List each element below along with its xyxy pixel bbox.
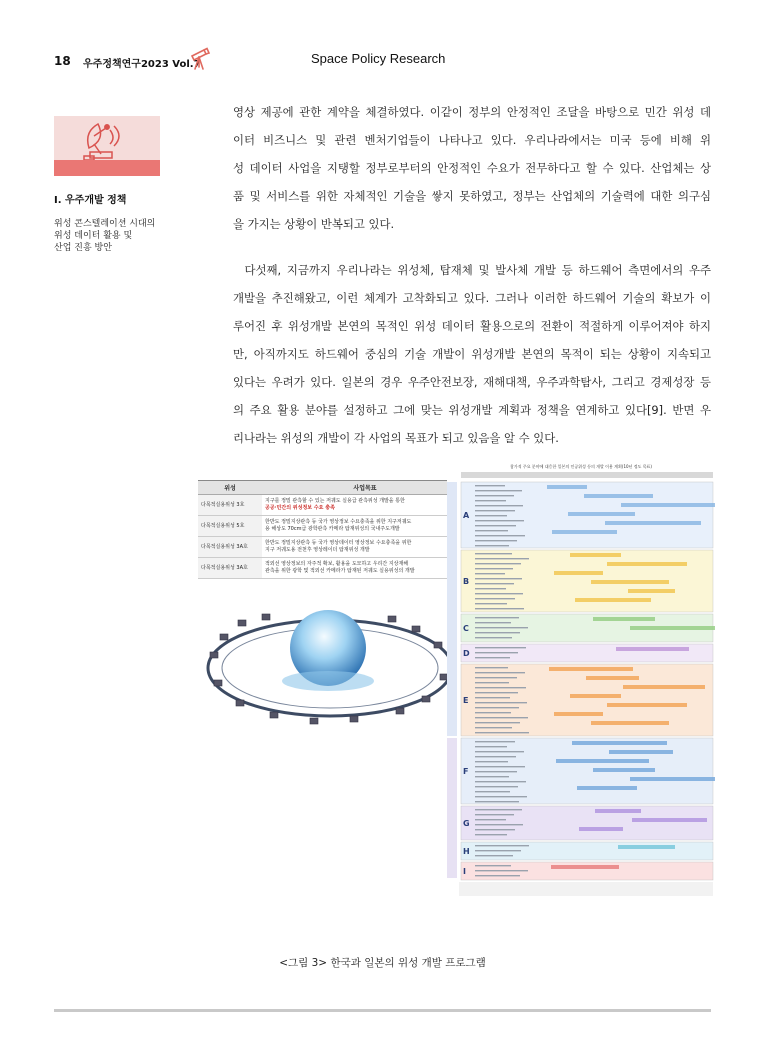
- chart-timeline-bar: [616, 647, 689, 651]
- chart-text-line: [475, 515, 507, 516]
- chart-text-line: [475, 505, 523, 506]
- chart-text-line: [475, 875, 520, 876]
- chart-timeline-bar: [630, 777, 715, 781]
- table-row: [198, 516, 468, 537]
- chart-timeline-bar: [609, 750, 673, 754]
- goal-line: 지구를 정밀 관측할 수 있는 저궤도 실용급 관측위성 개발을 통한: [265, 498, 405, 504]
- text-line: 의 주요 활용 분야를 설정하고 그에 맞는 위성개발 계획과 정책을 연계하고 있다[9]. 반면 우: [233, 403, 711, 417]
- goal-line: 관측을 위한 광학 및 적외선 카메라가 탑재된 저궤도 실용위성의 개발: [265, 568, 415, 574]
- chart-timeline-bar: [593, 617, 655, 621]
- goal-line: 용 해상도 70cm급 광학관측 카메라 탑재위성의 국내주도개발: [265, 526, 400, 532]
- subtitle-line: 위성 데이터 활용 및: [54, 231, 133, 241]
- chart-row-label: C: [463, 624, 469, 633]
- satellite-goal: [262, 516, 468, 537]
- body-paragraph-2: [233, 256, 711, 452]
- chart-text-line: [475, 632, 520, 633]
- footer-rule: [54, 1009, 711, 1012]
- page-number: 18: [54, 54, 71, 68]
- chart-title: 참가적 주요 분야에 대응한 일본의 인공위성 등의 개발 이용 계획(10년 정도 목표): [510, 464, 652, 469]
- satellite-name: 다목적실용위성 3호: [198, 495, 262, 516]
- goal-line: 한반도 정밀지상관측 등 국가 영상정보 수요충족을 위한 지구저궤도: [265, 519, 412, 525]
- chart-text-line: [475, 776, 509, 777]
- figure-3: [198, 462, 715, 969]
- goal-line-highlight: 공공·민간의 위성정보 수요 충족: [265, 505, 335, 511]
- earth-orbit-illustration: [200, 596, 460, 736]
- japan-satellite-program-chart: [447, 462, 715, 900]
- chart-text-line: [475, 746, 507, 747]
- chart-timeline-bar: [579, 827, 623, 831]
- chart-text-line: [475, 791, 510, 792]
- satellite-name: 다목적실용위성 3A호: [198, 558, 262, 579]
- chart-timeline-bar: [607, 562, 687, 566]
- chart-text-line: [475, 717, 528, 718]
- satellite-goal: [262, 537, 468, 558]
- chart-text-line: [475, 603, 507, 604]
- chart-text-line: [475, 588, 506, 589]
- chart-timeline-bar: [554, 712, 603, 716]
- chart-row-label: B: [463, 577, 470, 586]
- chart-text-line: [475, 712, 511, 713]
- chart-timeline-bar: [570, 553, 621, 557]
- chart-text-line: [475, 845, 529, 846]
- chart-text-line: [475, 870, 528, 871]
- text-line: 다섯째, 지금까지 우리나라는 위성체, 탑재체 및 발사체 개발 등 하드웨어 측면에서의 우주: [233, 263, 711, 277]
- chart-timeline-bar: [568, 512, 635, 516]
- chart-row-band: [461, 664, 713, 736]
- chart-timeline-bar: [595, 809, 641, 813]
- chart-text-line: [475, 510, 515, 511]
- body-paragraph-1: [233, 98, 711, 238]
- chart-text-line: [475, 672, 525, 673]
- subtitle-line: 산업 진흥 방안: [54, 243, 112, 253]
- chart-timeline-bar: [552, 530, 617, 534]
- chart-text-line: [475, 751, 524, 752]
- chart-text-line: [475, 766, 525, 767]
- chart-timeline-bar: [551, 865, 619, 869]
- chart-text-line: [475, 598, 515, 599]
- chart-text-line: [475, 801, 519, 802]
- text-line: 을 가지는 상황이 반복되고 있다.: [233, 217, 395, 231]
- chart-text-line: [475, 500, 506, 501]
- korea-satellite-table: [198, 480, 468, 579]
- section-emblem: [54, 116, 160, 176]
- chart-text-line: [475, 814, 514, 815]
- chart-text-line: [475, 722, 520, 723]
- chart-text-line: [475, 692, 518, 693]
- chart-text-line: [475, 617, 519, 618]
- text-line: 품 및 서비스를 위한 자체적인 기술을 쌓지 못하였고, 정부는 산업체의 기술력에 대한 의구심: [233, 189, 711, 203]
- chart-text-line: [475, 829, 515, 830]
- goal-line: 한반도 정밀지상관측 등 국가 영상데이터 영상정보 수요충족을 위한: [265, 540, 412, 546]
- chart-text-line: [475, 786, 518, 787]
- chart-timeline-bar: [591, 580, 669, 584]
- chart-text-line: [475, 622, 511, 623]
- chart-timeline-bar: [586, 676, 639, 680]
- series-title: Space Policy Research: [311, 51, 446, 66]
- text-line: 개발을 추진해왔고, 이런 체계가 고착화되고 있다. 그러나 이러한 하드웨어 기술의 확보가 이: [233, 291, 711, 305]
- chart-timeline-bar: [605, 521, 701, 525]
- chart-text-line: [475, 558, 529, 559]
- text-line: 리나라는 위성의 개발이 각 사업의 목표가 되고 있음을 알 수 있다.: [233, 431, 559, 445]
- chart-text-line: [475, 855, 513, 856]
- chart-text-line: [475, 727, 512, 728]
- journal-name: 우주정책연구2023 Vol.7: [83, 59, 201, 70]
- text-line: 성 데이터 사업을 지탱할 정부로부터의 안정적인 수요가 전무하다고 할 수 있다. 산업체는 상: [233, 161, 711, 175]
- text-line: 만, 아직까지도 하드웨어 중심의 기술 개발이 위성개발 본연의 목적이 되는 상황이 지속되고: [233, 347, 711, 361]
- chart-text-line: [475, 563, 521, 564]
- chart-row-label: I: [463, 867, 466, 876]
- table-row: [198, 558, 468, 579]
- chart-text-line: [475, 761, 508, 762]
- chart-timeline-bar: [607, 703, 687, 707]
- emblem-band: [54, 160, 160, 176]
- satellite-goal: [262, 495, 468, 516]
- chart-row-label: H: [463, 847, 470, 856]
- chart-timeline-bar: [554, 571, 603, 575]
- chart-text-line: [475, 540, 517, 541]
- table-header: 위성: [198, 481, 262, 495]
- chart-text-line: [475, 652, 518, 653]
- chart-text-line: [475, 573, 505, 574]
- chart-text-line: [475, 627, 528, 628]
- chart-row-label: E: [463, 696, 469, 705]
- goal-line: 지구 저궤도용 전천후 영상레이더 탑재위성 개발: [265, 547, 370, 553]
- figure-caption: <그림 3> 한국과 일본의 위성 개발 프로그램: [279, 957, 486, 969]
- chart-timeline-bar: [623, 685, 705, 689]
- chart-text-line: [475, 732, 529, 733]
- chart-text-line: [475, 809, 522, 810]
- subtitle-line: 위성 콘스텔레이션 시대의: [54, 219, 156, 229]
- section-title: I. 우주개발 정책: [54, 195, 127, 206]
- chart-timeline-bar: [628, 589, 675, 593]
- chart-text-line: [475, 707, 519, 708]
- chart-text-line: [475, 553, 512, 554]
- section-subtitle: [54, 218, 184, 254]
- chart-timeline-bar: [556, 759, 649, 763]
- chart-row-label: A: [463, 511, 470, 520]
- chart-timeline-bar: [621, 503, 715, 507]
- chart-text-line: [475, 796, 527, 797]
- satellite-name: 다목적실용위성 5호: [198, 516, 262, 537]
- chart-timeline-bar: [575, 598, 651, 602]
- chart-row-label: F: [463, 767, 469, 776]
- text-line: 이터 비즈니스 및 관련 벤처기업들이 나타나고 있다. 우리나라에서는 미국 등에 비해 위: [233, 133, 711, 147]
- chart-timeline-bar: [547, 485, 587, 489]
- chart-timeline-bar: [584, 494, 653, 498]
- chart-text-line: [475, 578, 522, 579]
- chart-timeline-bar: [618, 845, 675, 849]
- satellite-goal: [262, 558, 468, 579]
- chart-timeline-bar: [549, 667, 633, 671]
- chart-timeline-bar: [593, 768, 655, 772]
- chart-text-line: [475, 741, 515, 742]
- text-line: 있다는 우려가 있다. 일본의 경우 우주안전보장, 재해대책, 우주과학탐사, 그리고 경제성장 등: [233, 375, 711, 389]
- chart-text-line: [475, 495, 514, 496]
- chart-timeline-bar: [630, 626, 715, 630]
- chart-text-line: [475, 647, 526, 648]
- table-row: [198, 495, 468, 516]
- chart-text-line: [475, 677, 517, 678]
- chart-text-line: [475, 682, 509, 683]
- chart-text-line: [475, 490, 522, 491]
- chart-text-line: [475, 824, 523, 825]
- chart-text-line: [475, 697, 510, 698]
- chart-text-line: [475, 819, 506, 820]
- chart-text-line: [475, 593, 523, 594]
- chart-text-line: [475, 865, 511, 866]
- chart-text-line: [475, 702, 527, 703]
- chart-text-line: [475, 530, 508, 531]
- chart-text-line: [475, 771, 517, 772]
- chart-timeline-bar: [632, 818, 707, 822]
- chart-text-line: [475, 657, 510, 658]
- chart-text-line: [475, 520, 524, 521]
- table-header: 사업목표: [262, 481, 468, 495]
- chart-row-label: D: [463, 649, 470, 658]
- chart-text-line: [475, 525, 516, 526]
- chart-text-line: [475, 637, 512, 638]
- chart-text-line: [475, 608, 524, 609]
- chart-text-line: [475, 535, 525, 536]
- chart-text-line: [475, 667, 508, 668]
- chart-text-line: [475, 850, 521, 851]
- chart-text-line: [475, 687, 526, 688]
- chart-text-line: [475, 485, 505, 486]
- chart-text-line: [475, 545, 509, 546]
- text-line: 루어진 후 위성개발 본연의 목적인 위성 데이터 활용으로의 전환이 적절하게 이루어져야 하지: [233, 319, 711, 333]
- chart-text-line: [475, 834, 507, 835]
- text-line: 영상 제공에 관한 계약을 체결하였다. 이같이 정부의 안정적인 조달을 바탕으로 민간 위성 데: [233, 105, 711, 119]
- chart-timeline-bar: [570, 694, 621, 698]
- goal-line: 적외선 영상정보의 자주적 확보, 활용을 도모하고 우리간 지상재해: [265, 561, 409, 567]
- chart-text-line: [475, 568, 513, 569]
- chart-timeline-bar: [591, 721, 669, 725]
- telescope-icon: [188, 45, 212, 71]
- chart-row-label: G: [463, 819, 470, 828]
- table-row: [198, 537, 468, 558]
- chart-timeline-bar: [572, 741, 667, 745]
- satellite-name: 다목적실용위성 3A호: [198, 537, 262, 558]
- chart-text-line: [475, 583, 514, 584]
- chart-timeline-bar: [577, 786, 637, 790]
- chart-text-line: [475, 756, 516, 757]
- chart-text-line: [475, 781, 526, 782]
